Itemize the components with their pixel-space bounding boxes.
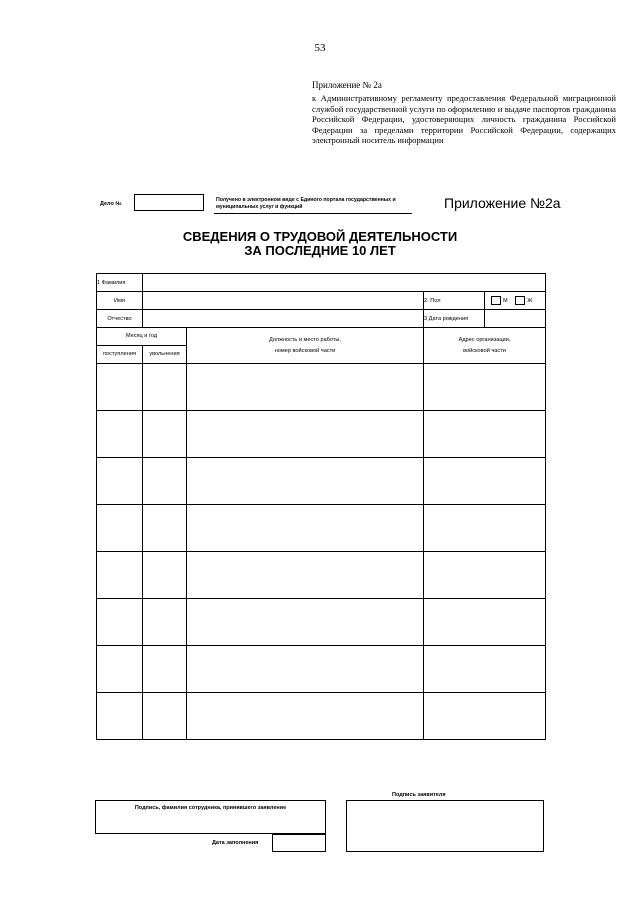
dismissed-cell[interactable]: [143, 552, 187, 599]
position-cell[interactable]: [187, 646, 424, 693]
hired-cell[interactable]: [97, 364, 143, 411]
hired-header: поступления: [97, 346, 143, 364]
table-row: [97, 505, 546, 552]
position-cell[interactable]: [187, 552, 424, 599]
received-note-underline: [214, 213, 412, 214]
case-number-field[interactable]: [134, 194, 204, 211]
patronymic-row: [97, 310, 546, 328]
address-header: [424, 328, 546, 364]
dismissed-cell[interactable]: [143, 599, 187, 646]
patronymic-label: Отчество: [97, 310, 143, 328]
address-cell[interactable]: [424, 646, 546, 693]
dismissed-cell[interactable]: [143, 411, 187, 458]
month-year-header: Месяц и год: [97, 328, 187, 346]
form-title-line-1: СВЕДЕНИЯ О ТРУДОВОЙ ДЕЯТЕЛЬНОСТИ: [182, 229, 458, 244]
dismissed-cell[interactable]: [143, 364, 187, 411]
gender-female-checkbox[interactable]: [515, 296, 525, 305]
position-header-line-1: Должность и место работы,: [268, 336, 342, 343]
table-row: [97, 693, 546, 740]
table-row: [97, 599, 546, 646]
name-row: [97, 292, 546, 310]
received-note: Получено в электронном виде с Единого портала государственных и муниципальных услуг и функций: [216, 197, 396, 210]
form-title: [0, 230, 640, 258]
birth-date-label: 3 Дата рождения: [424, 310, 485, 328]
position-cell[interactable]: [187, 364, 424, 411]
dismissed-header: увольнения: [143, 346, 187, 364]
dismissed-cell[interactable]: [143, 646, 187, 693]
fill-date-label: Дата заполнения: [212, 840, 259, 846]
address-cell[interactable]: [424, 552, 546, 599]
surname-label: 1 Фамилия: [97, 274, 143, 292]
employment-form-table: [96, 273, 546, 740]
address-cell[interactable]: [424, 599, 546, 646]
name-label: Имя: [97, 292, 143, 310]
position-cell[interactable]: [187, 458, 424, 505]
address-cell[interactable]: [424, 505, 546, 552]
gender-male-checkbox[interactable]: [491, 296, 501, 305]
position-cell[interactable]: [187, 599, 424, 646]
surname-field[interactable]: [143, 274, 546, 292]
applicant-signature-label: Подпись заявителя: [392, 792, 446, 798]
gender-field: [485, 292, 546, 310]
applicant-signature-box[interactable]: [346, 800, 544, 852]
table-row: [97, 364, 546, 411]
position-header-line-2: номер войсковой части: [274, 347, 336, 354]
table-row: [97, 646, 546, 693]
fill-date-field[interactable]: [272, 834, 326, 852]
page-number: 53: [314, 42, 326, 54]
hired-cell[interactable]: [97, 458, 143, 505]
gender-female-label: Ж: [527, 297, 533, 304]
position-cell[interactable]: [187, 693, 424, 740]
position-header: [187, 328, 424, 364]
address-cell[interactable]: [424, 693, 546, 740]
case-number-label: Дело №: [100, 201, 122, 207]
dismissed-cell[interactable]: [143, 505, 187, 552]
address-cell[interactable]: [424, 364, 546, 411]
annex-note-title: Приложение № 2а: [312, 80, 382, 90]
employee-signature-label: Подпись, фамилия сотрудника, принявшего заявление: [134, 805, 287, 811]
hired-cell[interactable]: [97, 552, 143, 599]
address-cell[interactable]: [424, 458, 546, 505]
table-row: [97, 411, 546, 458]
header-row-1: [97, 328, 546, 346]
address-cell[interactable]: [424, 411, 546, 458]
surname-row: [97, 274, 546, 292]
hired-cell[interactable]: [97, 599, 143, 646]
form-title-line-2: ЗА ПОСЛЕДНИЕ 10 ЛЕТ: [244, 243, 396, 258]
address-header-line-2: войсковой части: [463, 347, 506, 354]
position-cell[interactable]: [187, 411, 424, 458]
birth-date-field[interactable]: [485, 310, 546, 328]
dismissed-cell[interactable]: [143, 693, 187, 740]
table-row: [97, 552, 546, 599]
annex-label: Приложение №2а: [444, 195, 561, 211]
name-field[interactable]: [143, 292, 424, 310]
address-header-line-1: Адрес организации,: [458, 336, 511, 343]
patronymic-field[interactable]: [143, 310, 424, 328]
hired-cell[interactable]: [97, 646, 143, 693]
annex-note-body: к Административному регламенту предоставления Федеральной миграционной службой государственной услуги по оформлению и выдаче паспортов гражданина Российской Федерации, удостоверяющих личность гражданина Российской Федерации за пределами территории Российской Федерации, содержащих электронный носитель информации: [312, 93, 616, 145]
hired-cell[interactable]: [97, 693, 143, 740]
hired-cell[interactable]: [97, 505, 143, 552]
dismissed-cell[interactable]: [143, 458, 187, 505]
gender-male-label: М: [503, 297, 508, 304]
hired-cell[interactable]: [97, 411, 143, 458]
table-row: [97, 458, 546, 505]
gender-label: 2. Пол: [424, 292, 485, 310]
position-cell[interactable]: [187, 505, 424, 552]
